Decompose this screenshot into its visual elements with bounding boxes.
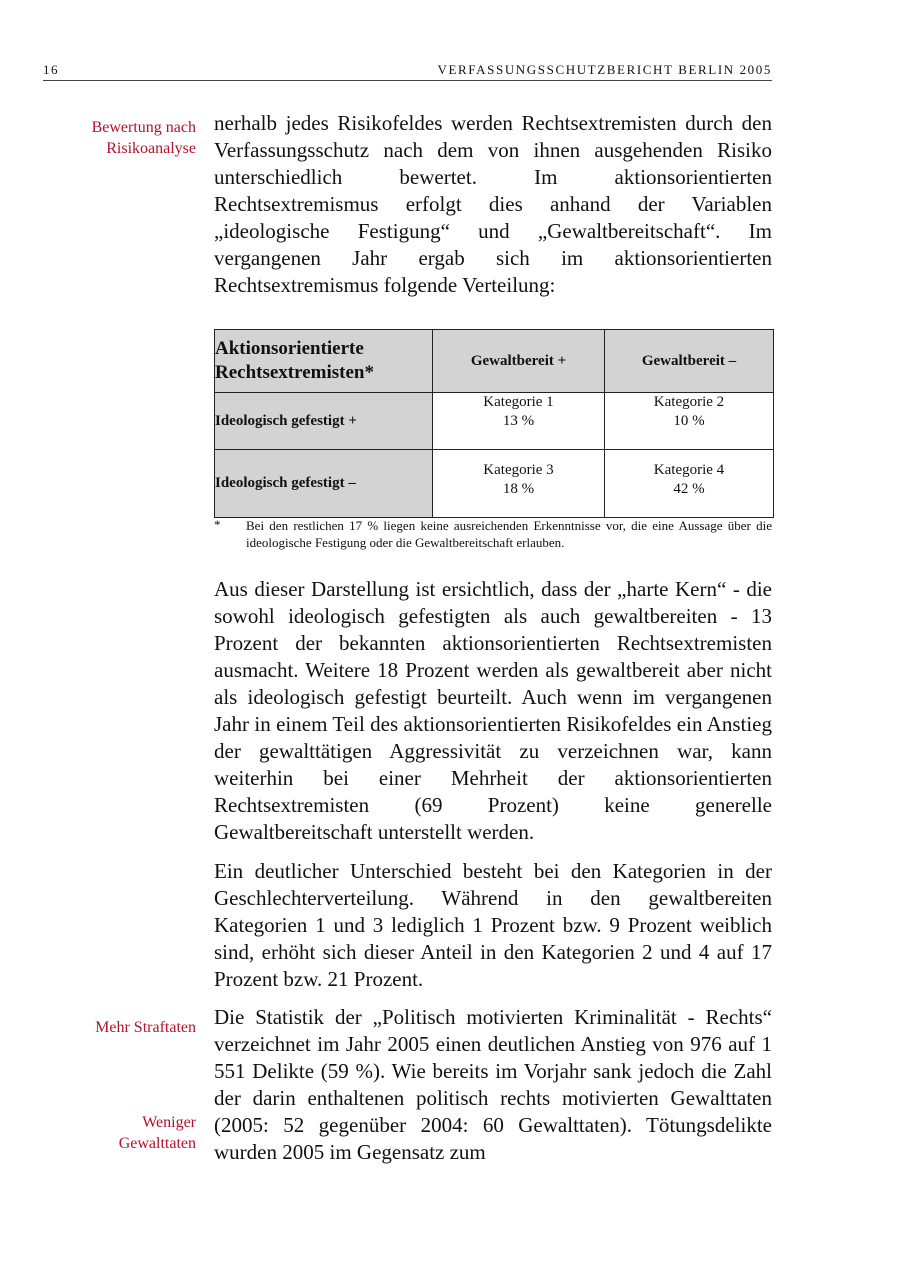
margin-note-bewertung: Bewertung nach Risikoanalyse xyxy=(91,119,196,157)
column-header-gewaltbereit-plus: Gewaltbereit + xyxy=(433,330,605,393)
category-percent: 13 % xyxy=(502,413,535,429)
category-name: Kategorie 4 xyxy=(653,462,725,478)
table-row xyxy=(215,450,774,518)
paragraph-kriminalitaet: Die Statistik der „Politisch motivierten Kriminalität - Rechts“ verzeichnet im Jahr 2005 einen deutlichen Anstieg von 976 auf 1 551 Delikte (59 %). Wie bereits im Vorjahr sank jedoch die Zahl der darin enthaltenen politisch rechts motivierten Gewalttaten (2005: 52 gegenüber 2004: 60 Gewalttaten). Tötungsdelikte wurden 2005 im Gegensatz zum xyxy=(214,1005,772,1164)
category-name: Kategorie 2 xyxy=(653,394,725,410)
category-cell xyxy=(433,450,605,518)
category-cell xyxy=(433,393,605,450)
paragraph-harter-kern: Aus dieser Darstellung ist ersichtlich, dass der „harte Kern“ - die sowohl ideologisch gefestigten als auch gewaltbereiten - 13 Prozent der bekannten aktionsorientierten Rechtsextremisten ausmacht. Weitere 18 Prozent werden als gewaltbereit aber nicht als ideologisch gefestigt beurteilt. Auch wenn im vergangenen Jahr in einem Teil des aktionsorientierten Risikofeldes ein Anstieg der gewalttätigen Aggressivität zu verzeichnen war, kann weiterhin bei einer Mehrheit der aktionsorientierten Rechtsextremisten (69 Prozent) keine generelle Gewaltbereitschaft unterstellt werden. xyxy=(214,577,772,844)
footnote-text: Bei den restlichen 17 % liegen keine ausreichenden Erkenntnisse vor, die eine Aussage über die ideologische Festigung oder die Gewaltbereitschaft erlauben. xyxy=(246,518,772,550)
category-name: Kategorie 3 xyxy=(483,462,554,478)
running-title: VERFASSUNGSSCHUTZBERICHT BERLIN 2005 xyxy=(437,62,772,77)
column-header-gewaltbereit-minus: Gewaltbereit – xyxy=(605,330,774,393)
row-header: Ideologisch gefestigt – xyxy=(215,450,433,518)
paragraph-geschlechterverteilung: Ein deutlicher Unterschied besteht bei den Kategorien in der Geschlechterverteilung. Während in den gewaltbereiten Kategorien 1 und 3 lediglich 1 Prozent bzw. 9 Prozent weiblich sind, erhöht sich dieser Anteil in den Kategorien 2 und 4 auf 17 Prozent bzw. 21 Prozent. xyxy=(214,859,772,991)
paragraph-intro: nerhalb jedes Risikofeldes werden Rechtsextremisten durch den Verfassungsschutz nach dem von ihnen ausgehenden Risiko unterschiedlich bewertet. Im aktionsorientierten Rechtsextremismus erfolgt dies anhand der Variablen „ideologische Festigung“ und „Gewaltbereitschaft“. Im vergangenen Jahr ergab sich im aktionsorientierten Rechtsextremismus folgende Verteilung: xyxy=(214,111,772,297)
category-cell xyxy=(605,450,774,518)
table-row xyxy=(215,393,774,450)
category-cell xyxy=(605,393,774,450)
margin-note-gewalttaten: Weniger Gewalttaten xyxy=(118,1114,196,1152)
category-table xyxy=(214,329,774,518)
page-number: 16 xyxy=(43,62,59,77)
margin-note-straftaten: Mehr Straftaten xyxy=(95,1019,196,1036)
category-percent: 10 % xyxy=(673,413,705,429)
row-header: Ideologisch gefestigt + xyxy=(215,393,433,450)
page-header xyxy=(43,62,772,81)
category-percent: 42 % xyxy=(673,481,705,497)
category-percent: 18 % xyxy=(502,481,535,497)
category-name: Kategorie 1 xyxy=(483,394,554,410)
table-corner-header: Aktionsorientierte Rechtsextremisten* xyxy=(215,330,433,393)
footnote-mark: * xyxy=(214,517,221,532)
